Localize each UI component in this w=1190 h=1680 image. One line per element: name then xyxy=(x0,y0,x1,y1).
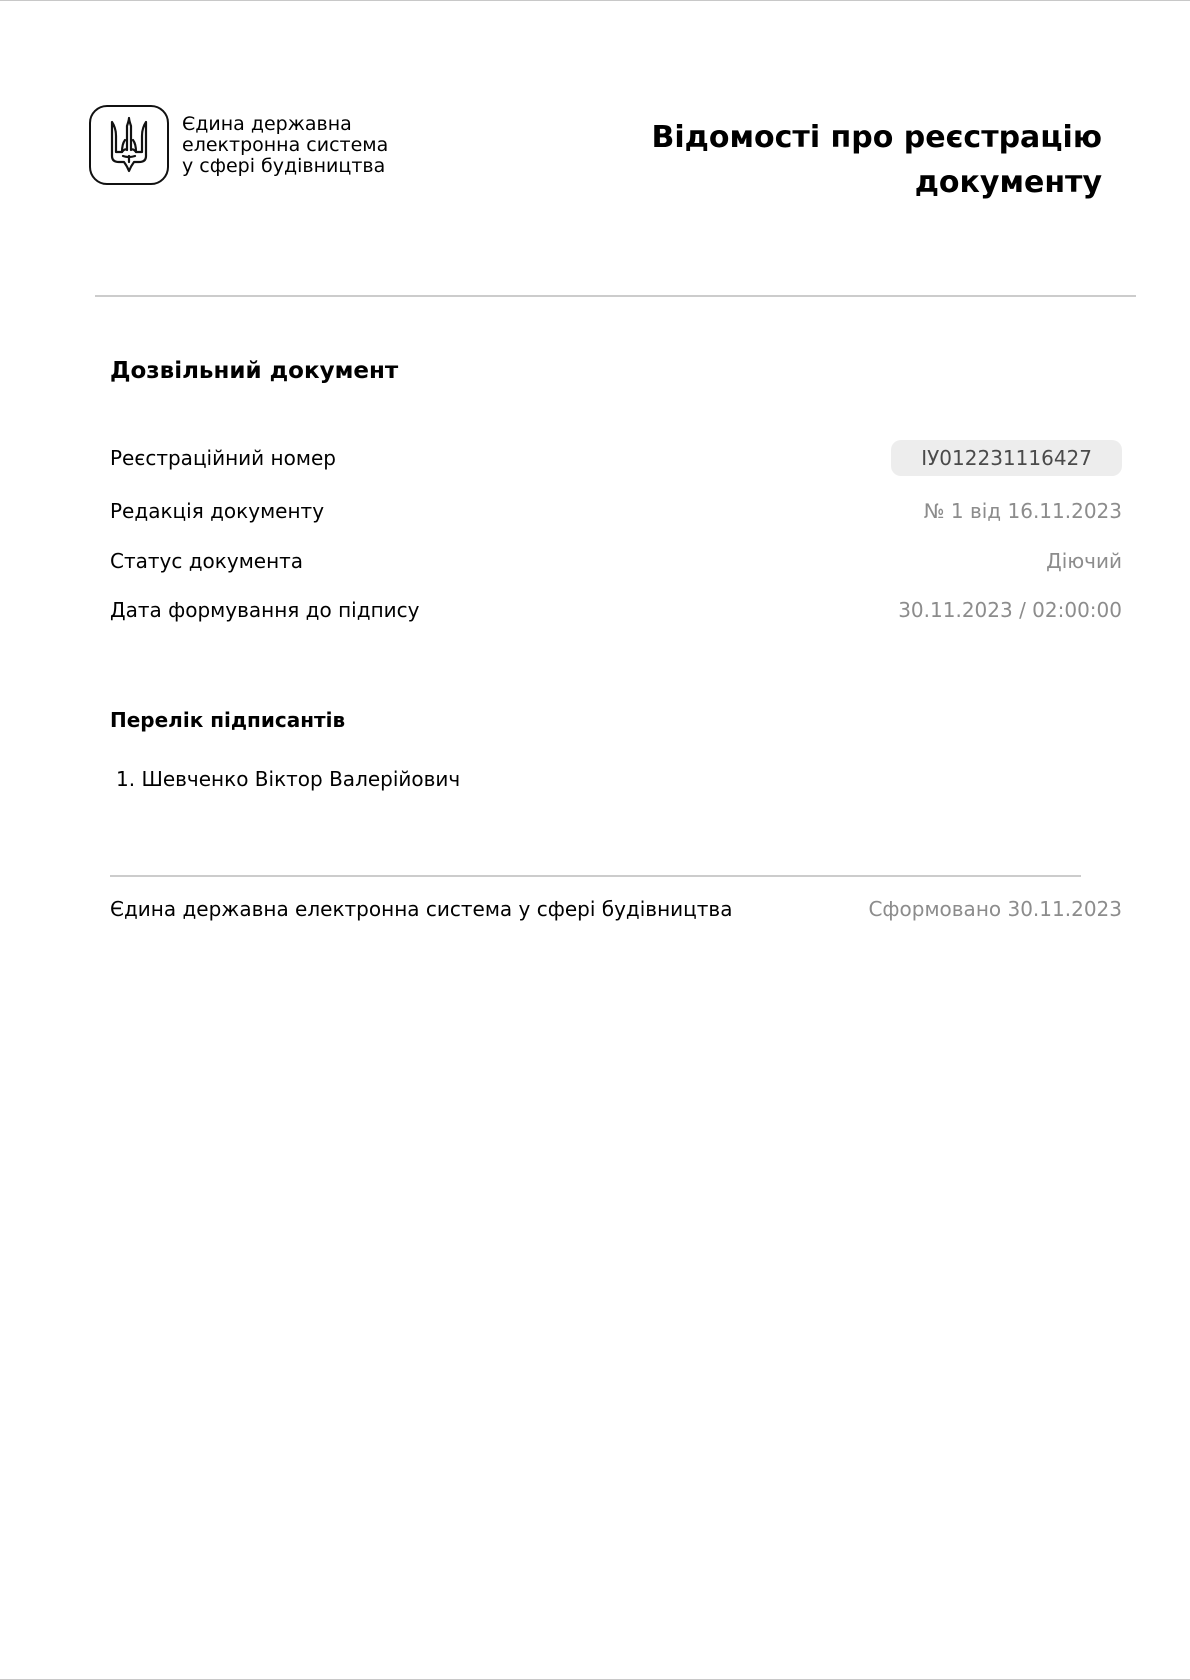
field-row-signing-date xyxy=(110,595,1122,625)
page-title-line-1: Відомості про реєстрацію xyxy=(651,120,1102,155)
signer-list-item: 1. Шевченко Віктор Валерійович xyxy=(116,767,461,791)
page-title xyxy=(582,115,1102,205)
field-label: Статус документа xyxy=(110,549,304,573)
page-top-border xyxy=(0,0,1190,1)
org-name xyxy=(182,114,422,177)
field-value: № 1 від 16.11.2023 xyxy=(923,499,1122,523)
footer xyxy=(110,897,1122,921)
logo-badge xyxy=(89,105,169,185)
org-name-line-1: Єдина державна xyxy=(182,113,352,135)
field-row-status xyxy=(110,546,1122,576)
field-row-registration-number xyxy=(110,443,1122,473)
section-title: Дозвільний документ xyxy=(110,358,399,384)
field-label: Редакція документу xyxy=(110,499,325,523)
org-name-line-3: у сфері будівництва xyxy=(182,155,386,177)
field-value: 30.11.2023 / 02:00:00 xyxy=(898,598,1122,622)
header-divider xyxy=(95,295,1136,297)
registration-number-badge: ІУ012231116427 xyxy=(891,440,1122,476)
status-value: Діючий xyxy=(1046,549,1122,573)
footer-generated-date: Сформовано 30.11.2023 xyxy=(868,897,1122,921)
field-label: Реєстраційний номер xyxy=(110,446,336,470)
field-row-edition xyxy=(110,496,1122,526)
footer-org-name: Єдина державна електронна система у сфері будівництва xyxy=(110,897,733,921)
trident-icon xyxy=(109,116,149,174)
signers-title: Перелік підписантів xyxy=(110,708,346,732)
footer-divider xyxy=(110,875,1081,877)
page-title-line-2: документу xyxy=(914,165,1102,200)
field-label: Дата формування до підпису xyxy=(110,598,420,622)
org-name-line-2: електронна система xyxy=(182,134,389,156)
